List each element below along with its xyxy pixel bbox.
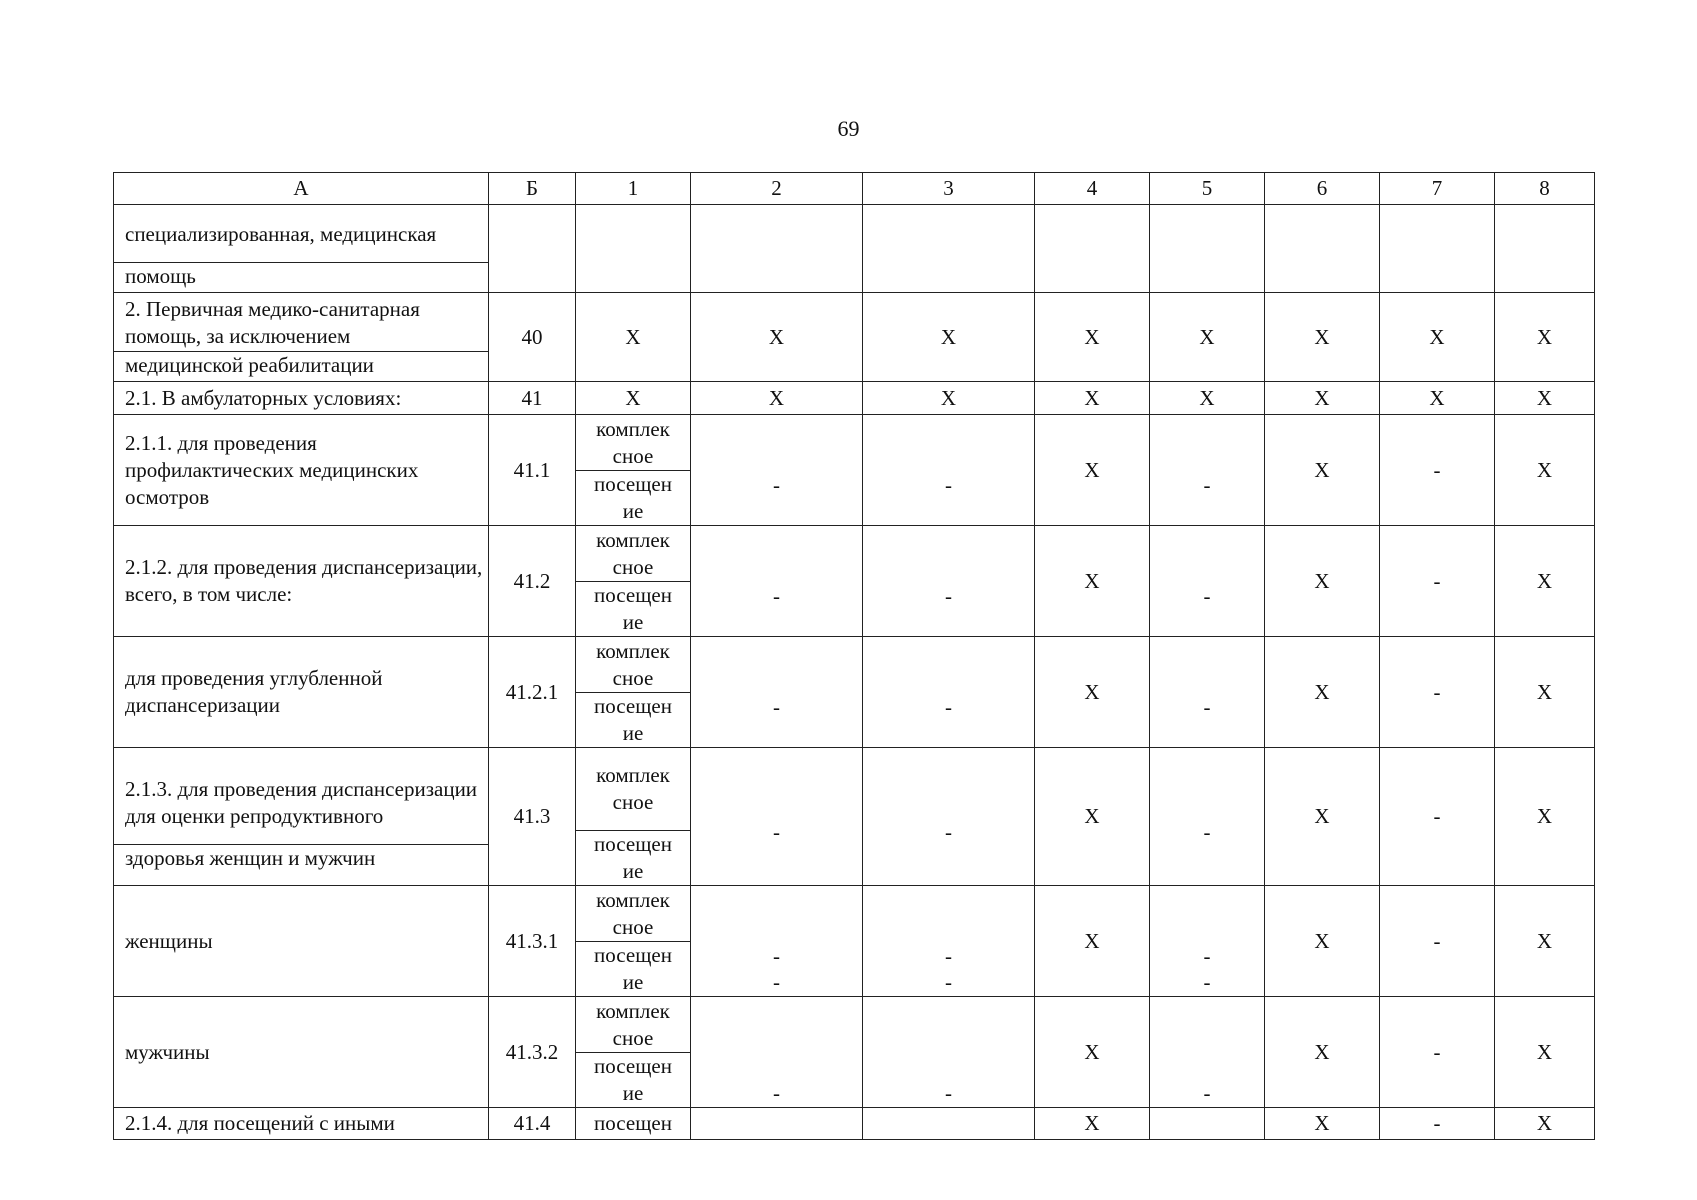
dash-value: - [773, 1081, 780, 1105]
cell-col6: X [1265, 997, 1380, 1108]
row-label: 2.1. В амбулаторных условиях: [114, 382, 489, 415]
unit-visit: посещен ие [576, 581, 690, 636]
row-label: для проведения углубленной диспансеризации [114, 637, 489, 748]
col-header: 4 [1035, 173, 1150, 205]
cell-col6: X [1265, 637, 1380, 748]
cell-col4: X [1035, 382, 1150, 415]
cell-col4: X [1035, 997, 1150, 1108]
cell-col5 [1150, 1108, 1265, 1140]
dash-value: - [945, 970, 952, 994]
cell-col8: X [1495, 997, 1595, 1108]
cell-col4: X [1035, 526, 1150, 637]
cell-col1 [576, 886, 691, 997]
label-line: медицинской реабилитации [114, 351, 488, 379]
cell-col3 [863, 886, 1035, 997]
header-row [114, 173, 1595, 205]
cell-col6: X [1265, 382, 1380, 415]
row-code: 41.3.2 [489, 997, 576, 1108]
cell-col2 [691, 1108, 863, 1140]
cell-col2: X [691, 382, 863, 415]
row-code: 41 [489, 382, 576, 415]
cell-col3 [863, 997, 1035, 1108]
row-code: 41.3.1 [489, 886, 576, 997]
dash-value: - [945, 473, 952, 497]
cell-col7: - [1380, 637, 1495, 748]
cell-col2 [691, 637, 863, 748]
cell-col7: - [1380, 886, 1495, 997]
col-header: 6 [1265, 173, 1380, 205]
dash-value: - [1203, 944, 1211, 968]
cell-col8: X [1495, 886, 1595, 997]
cell-col7: - [1380, 1108, 1495, 1140]
label-line: 2. Первичная медико-санитарная помощь, за исключением [125, 297, 420, 348]
dash-value: - [773, 473, 780, 497]
cell-col8: X [1495, 1108, 1595, 1140]
table-row [114, 526, 1595, 637]
cell-col7: - [1380, 997, 1495, 1108]
cell-col1: X [576, 382, 691, 415]
cell-col4: X [1035, 293, 1150, 382]
col-header: 5 [1150, 173, 1265, 205]
unit-complex: комплек сное [596, 763, 670, 814]
col-header: Б [489, 173, 576, 205]
cell-col7 [1380, 205, 1495, 293]
cell-col5 [1150, 526, 1265, 637]
dash-value: - [773, 584, 780, 608]
cell-col7: X [1380, 382, 1495, 415]
dash-value: - [773, 970, 780, 994]
cell-col7: - [1380, 415, 1495, 526]
cell-col4: X [1035, 748, 1150, 886]
unit-visit: посещен ие [576, 1052, 690, 1107]
cell-col3: X [863, 382, 1035, 415]
cell-col1 [576, 526, 691, 637]
cell-col2 [691, 997, 863, 1108]
table-row [114, 748, 1595, 886]
cell-col6 [1265, 205, 1380, 293]
unit-complex: комплек сное [596, 527, 670, 579]
dash-value: - [1203, 1081, 1211, 1105]
cell-col2 [691, 886, 863, 997]
col-header: 7 [1380, 173, 1495, 205]
cell-col5: X [1150, 293, 1265, 382]
dash-value: - [945, 695, 952, 719]
dash-value: - [945, 1081, 952, 1105]
cell-col8: X [1495, 415, 1595, 526]
row-code: 41.4 [489, 1108, 576, 1140]
dash-value: - [945, 819, 952, 844]
row-code: 40 [489, 293, 576, 382]
row-code: 41.3 [489, 748, 576, 886]
row-code: 41.2 [489, 526, 576, 637]
dash-value: - [945, 944, 952, 968]
row-code [489, 205, 576, 293]
table-row [114, 1108, 1595, 1140]
cell-col4: X [1035, 637, 1150, 748]
cell-col7: - [1380, 748, 1495, 886]
dash-value: - [773, 695, 780, 719]
cell-col6: X [1265, 526, 1380, 637]
cell-col6: X [1265, 886, 1380, 997]
cell-col5 [1150, 997, 1265, 1108]
row-label: мужчины [114, 997, 489, 1108]
cell-col1 [576, 415, 691, 526]
cell-col4: X [1035, 1108, 1150, 1140]
cell-col5: X [1150, 382, 1265, 415]
cell-col3 [863, 637, 1035, 748]
cell-col7: X [1380, 293, 1495, 382]
row-label: 2.1.4. для посещений с иными [114, 1108, 489, 1140]
dash-value: - [1203, 695, 1211, 719]
dash-value: - [1203, 819, 1211, 844]
cell-col5 [1150, 748, 1265, 886]
cell-col2 [691, 526, 863, 637]
table-row [114, 997, 1595, 1108]
cell-col4: X [1035, 886, 1150, 997]
row-code: 41.1 [489, 415, 576, 526]
row-label [114, 205, 489, 293]
cell-col3 [863, 415, 1035, 526]
row-label: женщины [114, 886, 489, 997]
cell-col3 [863, 1108, 1035, 1140]
dash-value: - [773, 944, 780, 968]
cell-col2: X [691, 293, 863, 382]
table-row [114, 382, 1595, 415]
cell-col3 [863, 526, 1035, 637]
cell-col3: X [863, 293, 1035, 382]
document-table [113, 172, 1595, 1140]
cell-col1 [576, 205, 691, 293]
cell-col8: X [1495, 748, 1595, 886]
label-line: здоровья женщин и мужчин [114, 844, 488, 872]
table-row [114, 415, 1595, 526]
table-row [114, 205, 1595, 293]
cell-col3 [863, 205, 1035, 293]
col-header: 8 [1495, 173, 1595, 205]
dash-value: - [1203, 584, 1211, 608]
cell-col6: X [1265, 415, 1380, 526]
dash-value: - [773, 819, 780, 844]
cell-col1 [576, 997, 691, 1108]
cell-col1: посещен [576, 1108, 691, 1140]
cell-col5 [1150, 886, 1265, 997]
cell-col1 [576, 637, 691, 748]
table-row [114, 293, 1595, 382]
unit-complex: комплек сное [596, 638, 670, 690]
unit-visit: посещен ие [576, 470, 690, 525]
cell-col6: X [1265, 748, 1380, 886]
unit-visit: посещен ие [576, 692, 690, 747]
label-line: специализированная, медицинская [125, 222, 437, 246]
cell-col5 [1150, 205, 1265, 293]
row-label: 2.1.1. для проведения профилактических медицинских осмотров [114, 415, 489, 526]
cell-col4 [1035, 205, 1150, 293]
cell-col5 [1150, 415, 1265, 526]
row-code: 41.2.1 [489, 637, 576, 748]
table-row [114, 886, 1595, 997]
label-line: 2.1.3. для проведения диспансеризации для оценки репродуктивного [125, 776, 478, 828]
row-label [114, 293, 489, 382]
page-number: 69 [837, 116, 860, 141]
unit-visit: посещен ие [576, 830, 690, 885]
unit-complex: комплек сное [596, 887, 670, 939]
cell-col4: X [1035, 415, 1150, 526]
row-label: 2.1.2. для проведения диспансеризации, всего, в том числе: [114, 526, 489, 637]
cell-col2 [691, 205, 863, 293]
cell-col3 [863, 748, 1035, 886]
col-header: А [114, 173, 489, 205]
col-header: 1 [576, 173, 691, 205]
cell-col7: - [1380, 526, 1495, 637]
cell-col5 [1150, 637, 1265, 748]
cell-col2 [691, 748, 863, 886]
dash-value: - [1203, 473, 1211, 497]
cell-col8: X [1495, 526, 1595, 637]
label-line: помощь [114, 262, 488, 290]
cell-col8: X [1495, 382, 1595, 415]
col-header: 2 [691, 173, 863, 205]
cell-col8: X [1495, 637, 1595, 748]
dash-value: - [945, 584, 952, 608]
table-row [114, 637, 1595, 748]
cell-col1 [576, 748, 691, 886]
col-header: 3 [863, 173, 1035, 205]
cell-col8 [1495, 205, 1595, 293]
cell-col6: X [1265, 293, 1380, 382]
unit-visit: посещен ие [576, 941, 690, 996]
cell-col2 [691, 415, 863, 526]
cell-col8: X [1495, 293, 1595, 382]
dash-value: - [1203, 970, 1211, 994]
cell-col6: X [1265, 1108, 1380, 1140]
cell-col1: X [576, 293, 691, 382]
unit-complex: комплек сное [596, 998, 670, 1050]
unit-complex: комплек сное [596, 416, 670, 468]
row-label [114, 748, 489, 886]
